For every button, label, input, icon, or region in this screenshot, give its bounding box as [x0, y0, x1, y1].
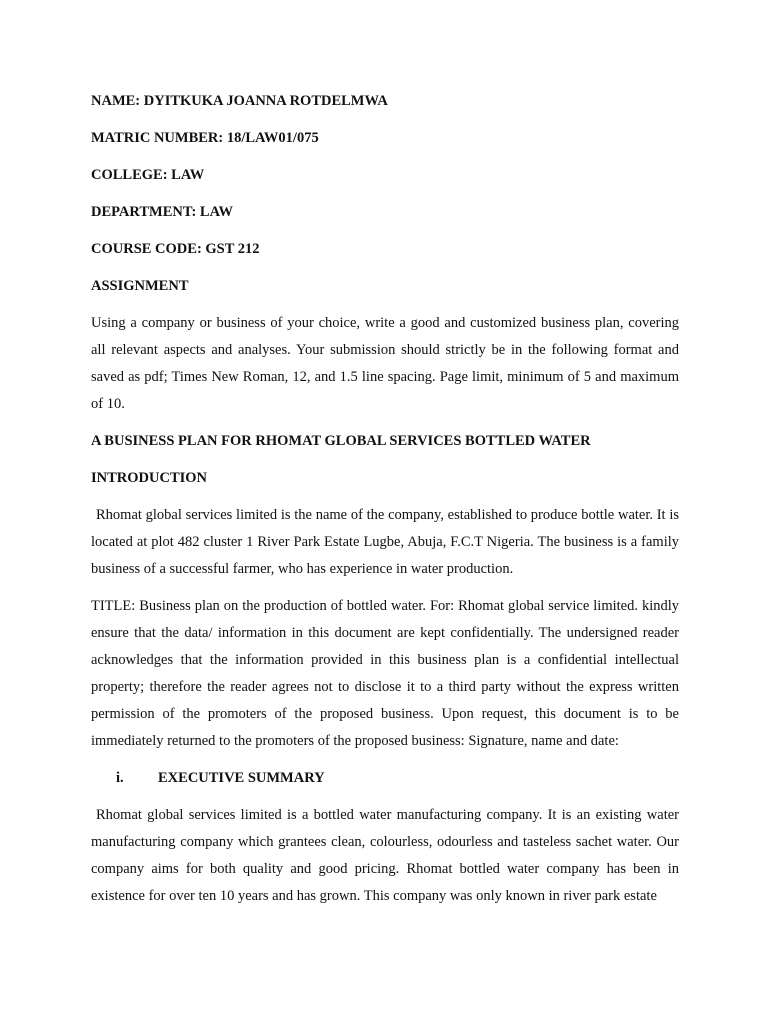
title-paragraph: TITLE: Business plan on the production of bottled water. For: Rhomat global service limited. kindly ensure that the data/ information in this document are kept confidentially. The undersigned reader acknowledges that the information provided in this business plan is a confidential intellectual property; therefore the reader agrees not to disclose it to a third party without the express written permission of the promoters of the proposed business. Upon request, this document is to be immediately returned to the promoters of the proposed business: Signature, name and date: [91, 598, 679, 749]
section-title: EXECUTIVE SUMMARY [158, 770, 325, 786]
executive-summary-text: Rhomat global services limited is a bottled water manufacturing company. It is an existing water manufacturing company which grantees clean, colourless, odourless and tasteless sachet water. Our company aims for both quality and good pricing. Rhomat bottled water company has been in existence for over ten 10 years and has grown. This company was only known in river park estate [91, 807, 679, 904]
document-body [91, 88, 679, 920]
matric-number: MATRIC NUMBER: 18/LAW01/075 [91, 130, 319, 146]
plan-title: A BUSINESS PLAN FOR RHOMAT GLOBAL SERVICES BOTTLED WATER [91, 433, 591, 449]
assignment-text: Using a company or business of your choice, write a good and customized business plan, covering all relevant aspects and analyses. Your submission should strictly be in the following format and saved as pdf; Times New Roman, 12, and 1.5 line spacing. Page limit, minimum of 5 and maximum of 10. [91, 315, 679, 412]
college: COLLEGE: LAW [91, 167, 205, 183]
department: DEPARTMENT: LAW [91, 204, 233, 220]
section-number: i. [116, 770, 124, 786]
course-code: COURSE CODE: GST 212 [91, 241, 260, 257]
executive-summary-heading [91, 765, 679, 792]
introduction-text: Rhomat global services limited is the name of the company, established to produce bottle water. It is located at plot 482 cluster 1 River Park Estate Lugbe, Abuja, F.C.T Nigeria. The business is a family business of a successful farmer, who has experience in water production. [91, 507, 679, 577]
student-name: NAME: DYITKUKA JOANNA ROTDELMWA [91, 93, 388, 109]
assignment-heading: ASSIGNMENT [91, 278, 189, 294]
introduction-heading: INTRODUCTION [91, 470, 208, 486]
